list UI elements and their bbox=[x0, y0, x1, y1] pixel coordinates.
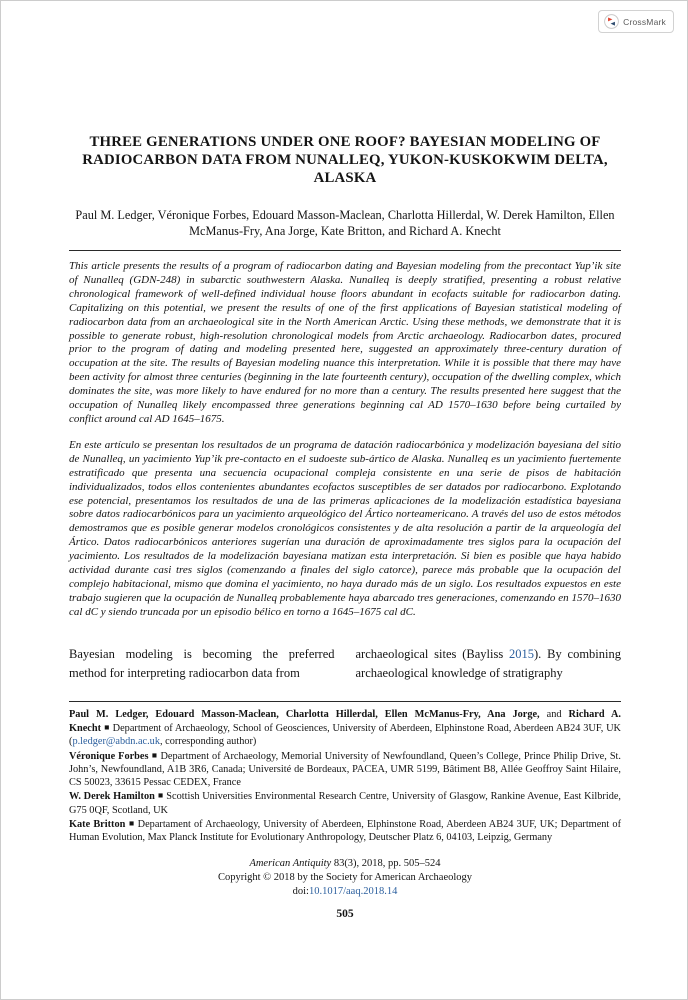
body-right-text-pre: archaeological sites (Bayliss bbox=[355, 646, 510, 661]
page-content bbox=[1, 1, 687, 920]
affiliations-block bbox=[69, 701, 621, 845]
affiliation-entry-4 bbox=[69, 817, 621, 845]
page-number: 505 bbox=[336, 907, 354, 920]
crossmark-badge[interactable] bbox=[598, 10, 674, 33]
article-title: THREE GENERATIONS UNDER ONE ROOF? BAYESIAN MODELING OF RADIOCARBON DATA FROM NUNALLEQ, YUKON-KUSKOKWIM DELTA, ALASKA bbox=[82, 134, 608, 186]
affiliation-1-and: and bbox=[539, 708, 569, 720]
square-bullet-icon: ■ bbox=[157, 790, 164, 801]
journal-copyright-line: Copyright © 2018 by the Society for American Archaeology bbox=[217, 871, 473, 883]
affiliation-entry-3 bbox=[69, 789, 621, 817]
corresponding-author-email-link[interactable]: p.ledger@abdn.ac.uk bbox=[72, 736, 160, 748]
affiliation-4-text: Departament of Archaeology, University of Aberdeen, Elphinstone Road, Aberdeen AB24 3UF, UK; Department of Human Evolution, Max Planck Institute for Evolutionary Anthropology, Deutscher Platz 6, 04103, Leipzig, Germany bbox=[69, 819, 622, 844]
affiliation-3-author-bold: W. Derek Hamilton bbox=[69, 791, 155, 803]
crossmark-label: CrossMark bbox=[623, 16, 666, 27]
journal-citation-line bbox=[69, 857, 621, 871]
body-right-text-post: ). By combining archaeological knowledge of stratigraphy bbox=[355, 646, 621, 681]
body-column-right bbox=[356, 645, 622, 684]
citation-link-bayliss-2015[interactable]: 2015 bbox=[509, 646, 535, 661]
affiliation-entry-2 bbox=[69, 749, 621, 790]
abstract-top-rule bbox=[69, 250, 621, 251]
affiliation-1-authors-bold: Paul M. Ledger, Edouard Masson-Maclean, Charlotta Hillerdal, Ellen McManus-Fry, Ana Jorge, bbox=[69, 708, 540, 720]
affiliation-1-tail: , corresponding author) bbox=[159, 736, 257, 748]
footnote-rule bbox=[69, 701, 621, 702]
affiliation-1-author-bold-2: Richard A. Knecht bbox=[69, 708, 621, 734]
doi-link[interactable]: 10.1017/aaq.2018.14 bbox=[308, 885, 398, 897]
affiliation-4-author-bold: Kate Britton bbox=[69, 819, 126, 831]
affiliation-1-text: Department of Archaeology, School of Geosciences, University of Aberdeen, Elphinstone Road, Aberdeen AB24 3UF, UK ( bbox=[69, 722, 621, 748]
journal-name: American Antiquity bbox=[249, 857, 332, 869]
body-text-columns bbox=[69, 645, 621, 684]
affiliation-2-text: Department of Archaeology, Memorial University of Newfoundland, Queen’s College, Prince Philip Drive, St. John’s, Newfoundland, A1B 3R6, Canada; Université de Bordeaux, PACEA, UMR 5199, Bâtiment B8, Allée Geoffroy Saint Hilaire, CS 50023, 33615 Pessac CEDEX, France bbox=[69, 750, 621, 789]
abstract-english: This article presents the results of a program of radiocarbon dating and Bayesian modeling from the precontact Yup’ik site of Nunalleq (GDN-248) in subarctic southwestern Alaska. Nunalleq is deeply stratified, presenting a robust relative chronological framework of well-defined individual house floors abundant in ecofacts suitable for radiocarbon dating. Capitalizing on this potential, we present the results of one of the first applications of Bayesian statistical modeling of radiocarbon data from an archaeological site in the North American Arctic. Using these methods, we demonstrate that it is possible to generate robust, high-resolution chronological models from Arctic archaeology. Radiocarbon dates, procured prior to the program of dating and modeling presented here, suggested an approximately three-century duration of occupation at the site. The results of Bayesian modeling nuance this interpretation. While it is possible that there may have been activity for almost three centuries (beginning in the late fourteenth century), occupation of the dwelling complex, which dominates the site, was more likely to have endured for no more than a century. The results presented here suggest that the occupation of Nunalleq likely encompassed three generations beginning cal AD 1570–1630 before being curtailed by conflict around cal AD 1645–1675. bbox=[69, 260, 621, 425]
square-bullet-icon: ■ bbox=[128, 818, 135, 829]
crossmark-icon bbox=[604, 14, 619, 29]
square-bullet-icon: ■ bbox=[104, 721, 110, 732]
article-authors: Paul M. Ledger, Véronique Forbes, Edouard Masson-Maclean, Charlotta Hillerdal, W. Derek Hamilton, Ellen McManus-Fry, Ana Jorge, Kate Britton, and Richard A. Knecht bbox=[75, 208, 615, 238]
affiliation-3-text: Scottish Universities Environmental Research Centre, University of Glasgow, Rankine Avenue, East Kilbride, G75 0QF, Scotland, UK bbox=[69, 791, 621, 816]
doi-prefix: doi: bbox=[292, 885, 309, 897]
journal-doi-line bbox=[69, 885, 621, 899]
abstract-spanish: En este artículo se presentan los resultados de un programa de datación radiocarbónica y modelización bayesiana del sitio de Nunalleq, un yacimiento Yup’ik pre-contacto en el sudoeste sub-ártico de Alaska. Nunalleq es un yacimiento fuertemente estratificado que presenta una secuencia ocupacional compleja consistente en una serie de pisos de habitación individualizados, todos ellos contenientes abundantes ecofactos susceptibles de ser datados por radiocarbono. Explotando ese potencial, presentamos los resultados de una de las primeras aplicaciones de la modelización estadística bayesiana sobre datos radiocarbónicos para un yacimiento arqueológico del Ártico norteamericano. A través del uso de estos métodos demostramos que es posible generar modelos cronológicos consistentes y de alta resolución a partir de la arqueología del Ártico. Datos radiocarbónicos anteriores sugerían una duración de aproximadamente tres siglos para la ocupación del yacimiento. Los resultados de la modelización bayesiana matizan esta interpretación. Si bien es posible que haya habido actividad durante casi tres siglos (comenzando a finales del siglo catorce), parece más probable que la ocupación del complejo habitacional, mismo que domina el yacimiento, no haya durado más de un siglo. Los resultados expuestos en este trabajo sugieren que la ocupación de Nunalleq probablemente haya abarcado tres generaciones, comenzando en 1570–1630 cal dC y siendo truncada por un episodio bélico en torno a 1645–1675 cal dC. bbox=[69, 438, 621, 618]
body-column-left: Bayesian modeling is becoming the preferred method for interpreting radiocarbon data from bbox=[69, 646, 335, 681]
journal-issue: 83(3), 2018, pp. 505–524 bbox=[331, 857, 441, 869]
journal-info bbox=[69, 857, 621, 899]
square-bullet-icon: ■ bbox=[151, 749, 158, 760]
affiliation-entry-1 bbox=[69, 708, 621, 749]
affiliation-2-author-bold: Véronique Forbes bbox=[69, 750, 149, 762]
